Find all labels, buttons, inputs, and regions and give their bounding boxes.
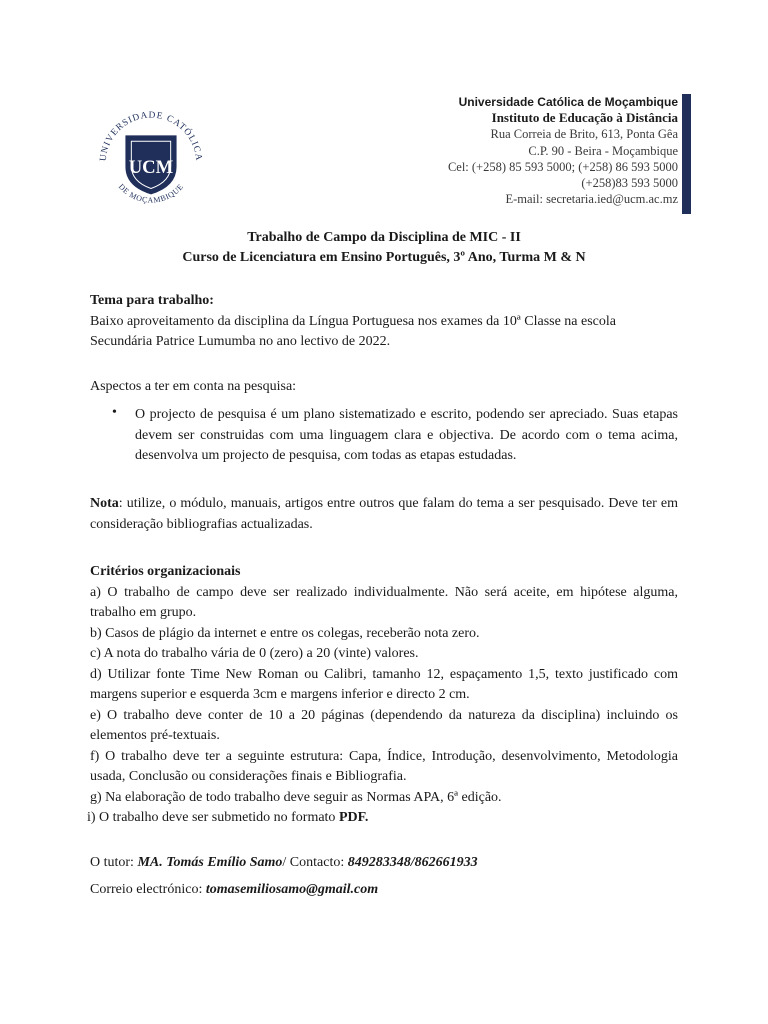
criterios-section — [87, 562, 678, 829]
header-accent-bar — [682, 94, 691, 214]
criterio-g: g) Na elaboração de todo trabalho deve seguir as Normas APA, 6ª edição. — [90, 789, 502, 805]
institute-name: Instituto de Educação à Distância — [491, 110, 678, 126]
nota-text: : utilize, o módulo, manuais, artigos entre outros que falam do tema a ser pesquisado. Deve ter em consideração bibliografias actualizadas. — [90, 496, 678, 532]
tutor-phones: 849283348/862661933 — [347, 855, 478, 870]
criterio-i — [87, 808, 678, 829]
logo-monogram: UCM — [128, 156, 174, 178]
institution-header — [400, 94, 678, 207]
document-title-line-1: Trabalho de Campo da Disciplina de MIC - II — [247, 230, 521, 245]
nota-paragraph — [90, 494, 678, 535]
bullet-marker: • — [112, 405, 117, 420]
university-logo — [92, 100, 210, 218]
tema-heading: Tema para trabalho: — [90, 293, 214, 308]
tema-line-2: Secundária Patrice Lumumba no ano lectivo de 2022. — [90, 334, 391, 349]
document-title-line-2: Curso de Licenciatura em Ensino Português, 3º Ano, Turma M & N — [182, 250, 586, 265]
phone-line-1: Cel: (+258) 85 593 5000; (+258) 86 593 5000 — [447, 159, 678, 174]
email-label: Correio electrónico: — [90, 882, 206, 897]
pdf-format: PDF. — [338, 810, 369, 825]
criterios-heading: Critérios organizacionais — [90, 564, 241, 579]
tutor-name: MA. Tomás Emílio Samo — [137, 855, 283, 870]
criterio-a: a) O trabalho de campo deve ser realizado individualmente. Não será aceite, em hipótese alguma, trabalho em grupo. — [90, 584, 678, 620]
criterio-e: e) O trabalho deve conter de 10 a 20 páginas (dependendo da natureza da disciplina) incluindo os elementos pré-textuais. — [90, 707, 678, 743]
logo-top-text: UNIVERSIDADE CATÓLICA — [98, 110, 204, 162]
phone-line-2: (+258)83 593 5000 — [581, 176, 678, 191]
tema-line-1: Baixo aproveitamento da disciplina da Língua Portuguesa nos exames da 10ª Classe na escola — [90, 313, 616, 329]
criterio-c: c) A nota do trabalho vária de 0 (zero) a 20 (vinte) valores. — [90, 646, 419, 661]
tema-section — [90, 291, 678, 353]
criterio-b: b) Casos de plágio da internet e entre os colegas, receberão nota zero. — [90, 625, 480, 641]
contacto-label: / Contacto: — [282, 855, 348, 870]
criterio-i-text: i) O trabalho deve ser submetido no formato — [87, 810, 339, 825]
postal-line: C.P. 90 - Beira - Moçambique — [528, 143, 678, 158]
nota-label: Nota — [90, 496, 119, 511]
aspectos-text: O projecto de pesquisa é um plano sistematizado e escrito, podendo ser apreciado. Suas etapas devem ser construidas com uma linguagem clara e objectiva. De acordo com o tema acima, desenvolva um projecto de pesquisa, com todas as etapas estudadas. — [135, 407, 678, 463]
criterio-f: f) O trabalho deve ter a seguinte estrutura: Capa, Índice, Introdução, desenvolvimento, Metodologia usada, Conclusão ou considerações finais e Bibliografia. — [90, 748, 678, 784]
criterio-d: d) Utilizar fonte Time New Roman ou Calibri, tamanho 12, espaçamento 1,5, texto justificado com margens superior e esquerda 3cm e margens inferior e directo 2 cm. — [90, 666, 678, 702]
email-contact-line — [90, 880, 678, 901]
tutor-line — [90, 853, 678, 874]
tutor-email[interactable]: tomasemiliosamo@gmail.com — [205, 882, 379, 897]
aspectos-heading: Aspectos a ter em conta na pesquisa: — [90, 379, 297, 394]
email-line: E-mail: secretaria.ied@ucm.ac.mz — [505, 192, 678, 207]
logo-bottom-text: DE MOÇAMBIQUE — [116, 182, 186, 205]
tutor-label: O tutor: — [90, 855, 138, 870]
address-line: Rua Correia de Brito, 613, Ponta Gêa — [490, 127, 678, 142]
university-name: Universidade Católica de Moçambique — [458, 95, 678, 109]
